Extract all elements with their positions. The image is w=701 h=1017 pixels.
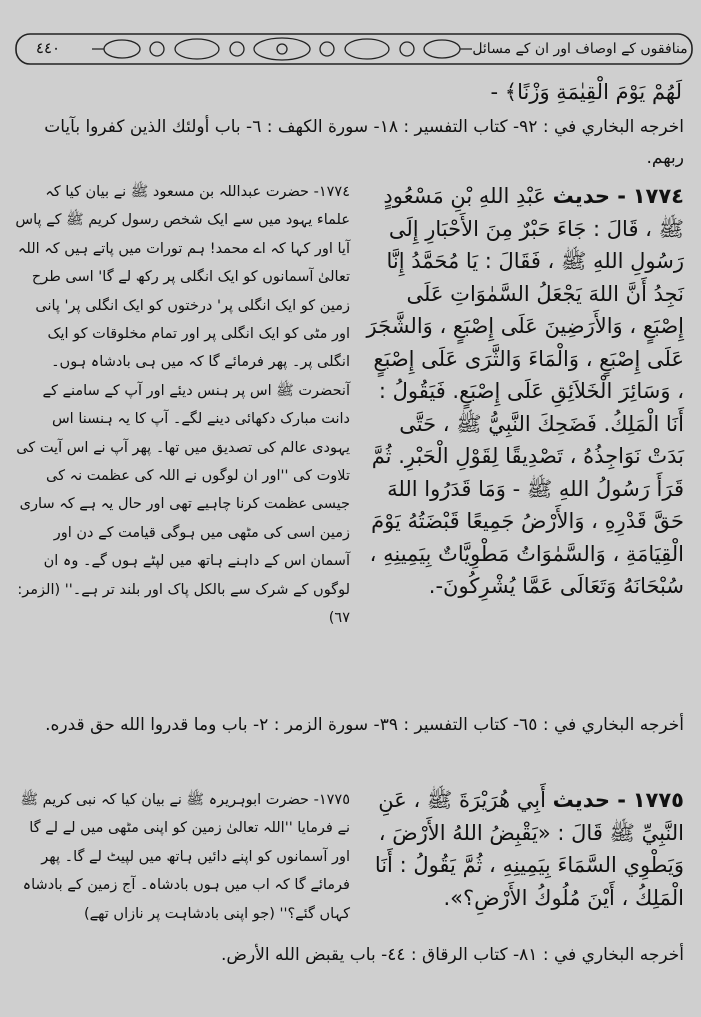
hadith-label: حديث <box>552 184 610 208</box>
hadith-number: ١٧٧٥ <box>632 788 684 812</box>
chapter-title: منافقوں کے اوصاف اور ان کے مسائل <box>472 41 688 57</box>
verse-continuation: لَهُمْ يَوْمَ الْقِيٰمَةِ وَزْنًا﴾ - <box>490 80 682 104</box>
page-number: ٤٤٠ <box>35 39 61 57</box>
hadith-1775-arabic: ١٧٧٥ - حديث أَبِي هُرَيْرَةَ ﷺ ، عَنِ النَّبِيِّ ﷺ قَالَ : «يَقْبِضُ اللهُ الأَرْضَ ، وَيَطْوِي السَّمَاءَ بِيَمِينِهِ ، ثُمَّ يَقُولُ : أَنَا الْمَلِكُ ، أَيْنَ مُلُوكُ الأَرْضِ؟». <box>374 788 684 910</box>
takhrij-1774: أخرجه البخاري في : ٦٥- كتاب التفسير : ٣٩- سورة الزمر : ٢- باب وما قدروا الله حق قدره. <box>45 715 684 735</box>
hadith-label: حديث <box>552 788 610 812</box>
takhrij-1775: أخرجه البخاري في : ٨١- كتاب الرقاق : ٤٤- باب يقبض الله الأرض. <box>221 945 684 965</box>
ornament-icon <box>92 34 472 64</box>
hadith-text: عَبْدِ اللهِ بْنِ مَسْعُودٍ ﷺ ، قَالَ : جَاءَ حَبْرٌ مِنَ الأَحْبَارِ إِلَى رَسُولِ اللهِ ﷺ ، فَقَالَ : يَا مُحَمَّدُ إِنَّا نَجِدُ أَنَّ اللهَ يَجْعَلُ السَّمٰوَاتِ عَلَى إِصْبَعٍ ، وَالأَرَضِينَ عَلَى إِصْبَعٍ ، وَالشَّجَرَ عَلَى إِصْبَعٍ ، وَالْمَاءَ وَالثَّرَى عَلَى إِصْبَعٍ ، وَسَائِرَ الْخَلاَئِقِ عَلَى إِصْبَعٍ. فَيَقُولُ : أَنَا الْمَلِكُ. فَضَحِكَ النَّبِيُّ ﷺ ، حَتَّى بَدَتْ نَوَاجِذُهُ ، تَصْدِيقًا لِقَوْلِ الْحَبْرِ. ثُمَّ قَرَأَ رَسُولُ اللهِ ﷺ - وَمَا قَدَرُوا اللهَ حَقَّ قَدْرِهِ ، وَالأَرْضُ جَمِيعًا قَبْضَتُهُ يَوْمَ الْقِيَامَةِ ، وَالسَّمٰوَاتُ مَطْوِيَّاتٌ بِيَمِينِهِ ، سُبْحَانَهُ وَتَعَالَى عَمَّا يُشْرِكُونَ-. <box>366 184 684 598</box>
hadith-1774-urdu: ١٧٧٤- حضرت عبداللہ بن مسعود ﷺ نے بیان کیا کہ علماء یہود میں سے ایک شخص رسول کریم ﷺ کے پاس آیا اور کہا کہ اے محمد! ہم تورات میں پاتے ہیں کہ اللہ تعالیٰ آسمانوں کو ایک انگلی پر رکھ لے گا' اسی طرح زمین کو ایک انگلی پر' درختوں کو ایک انگلی پر' پانی اور مٹی کو ایک انگلی پر اور تمام مخلوقات کو ایک انگلی پر۔ پھر فرمائے گا کہ میں ہی بادشاہ ہوں۔ آنحضرت ﷺ اس پر ہنس دیئے اور آپ کے سامنے کے دانت مبارک دکھائی دینے لگے۔ آپ کا یہ ہنسنا اس یہودی عالم کی تصدیق میں تھا۔ پھر آپ نے اس آیت کی تلاوت کی ''اور ان لوگوں نے اللہ کی عظمت نہ کی جیسی عظمت کرنا چاہیے تھی اور حال یہ ہے کہ ساری زمین اسی کی مٹھی میں ہوگی قیامت کے دن اور آسمان اس کے داہنے ہاتھ میں لپٹے ہوں گے۔ وہ ان لوگوں کے شرک سے بالکل پاک اور بلند تر ہے۔'' (الزمر: ٦٧) <box>15 184 350 627</box>
hadith-1774-arabic: ١٧٧٤ - حديث عَبْدِ اللهِ بْنِ مَسْعُودٍ ﷺ ، قَالَ : جَاءَ حَبْرٌ مِنَ الأَحْبَارِ إِلَى رَسُولِ اللهِ ﷺ ، فَقَالَ : يَا مُحَمَّدُ إِنَّا نَجِدُ أَنَّ اللهَ يَجْعَلُ السَّمٰوَاتِ عَلَى إِصْبَعٍ ، وَالأَرَضِينَ عَلَى إِصْبَعٍ ، وَالشَّجَرَ عَلَى إِصْبَعٍ ، وَالْمَاءَ وَالثَّرَى عَلَى إِصْبَعٍ ، وَسَائِرَ الْخَلاَئِقِ عَلَى إِصْبَعٍ. فَيَقُولُ : أَنَا الْمَلِكُ. فَضَحِكَ النَّبِيُّ ﷺ ، حَتَّى بَدَتْ نَوَاجِذُهُ ، تَصْدِيقًا لِقَوْلِ الْحَبْرِ. ثُمَّ قَرَأَ رَسُولُ اللهِ ﷺ - وَمَا قَدَرُوا اللهَ حَقَّ قَدْرِهِ ، وَالأَرْضُ جَمِيعًا قَبْضَتُهُ يَوْمَ الْقِيَامَةِ ، وَالسَّمٰوَاتُ مَطْوِيَّاتٌ بِيَمِينِهِ ، سُبْحَانَهُ وَتَعَالَى عَمَّا يُشْرِكُونَ-. <box>366 184 684 598</box>
hadith-1775-urdu: ١٧٧٥- حضرت ابوہریرہ ﷺ نے بیان کیا کہ نبی کریم ﷺ نے فرمایا ''اللہ تعالیٰ زمین کو اپنی مٹھی میں لے لے گا اور آسمانوں کو اپنے دائیں ہاتھ میں لپیٹ لے گا۔ پھر فرمائے گا کہ اب میں ہوں بادشاہ۔ آج زمین کے بادشاہ کہاں گئے؟'' (جو اپنی بادشاہت پر نازاں تھے) <box>20 792 350 922</box>
hadith-text: أَبِي هُرَيْرَةَ ﷺ ، عَنِ النَّبِيِّ ﷺ قَالَ : «يَقْبِضُ اللهُ الأَرْضَ ، وَيَطْوِي السَّمَاءَ بِيَمِينِهِ ، ثُمَّ يَقُولُ : أَنَا الْمَلِكُ ، أَيْنَ مُلُوكُ الأَرْضِ؟». <box>374 788 684 910</box>
hadith-number: ١٧٧٤ <box>632 184 684 208</box>
takhrij-top: اخرجه البخاري في : ٩٢- كتاب التفسير : ١٨- سورة الكهف : ٦- باب أولئك الذين كفروا بآيات ربهم. <box>44 117 684 168</box>
